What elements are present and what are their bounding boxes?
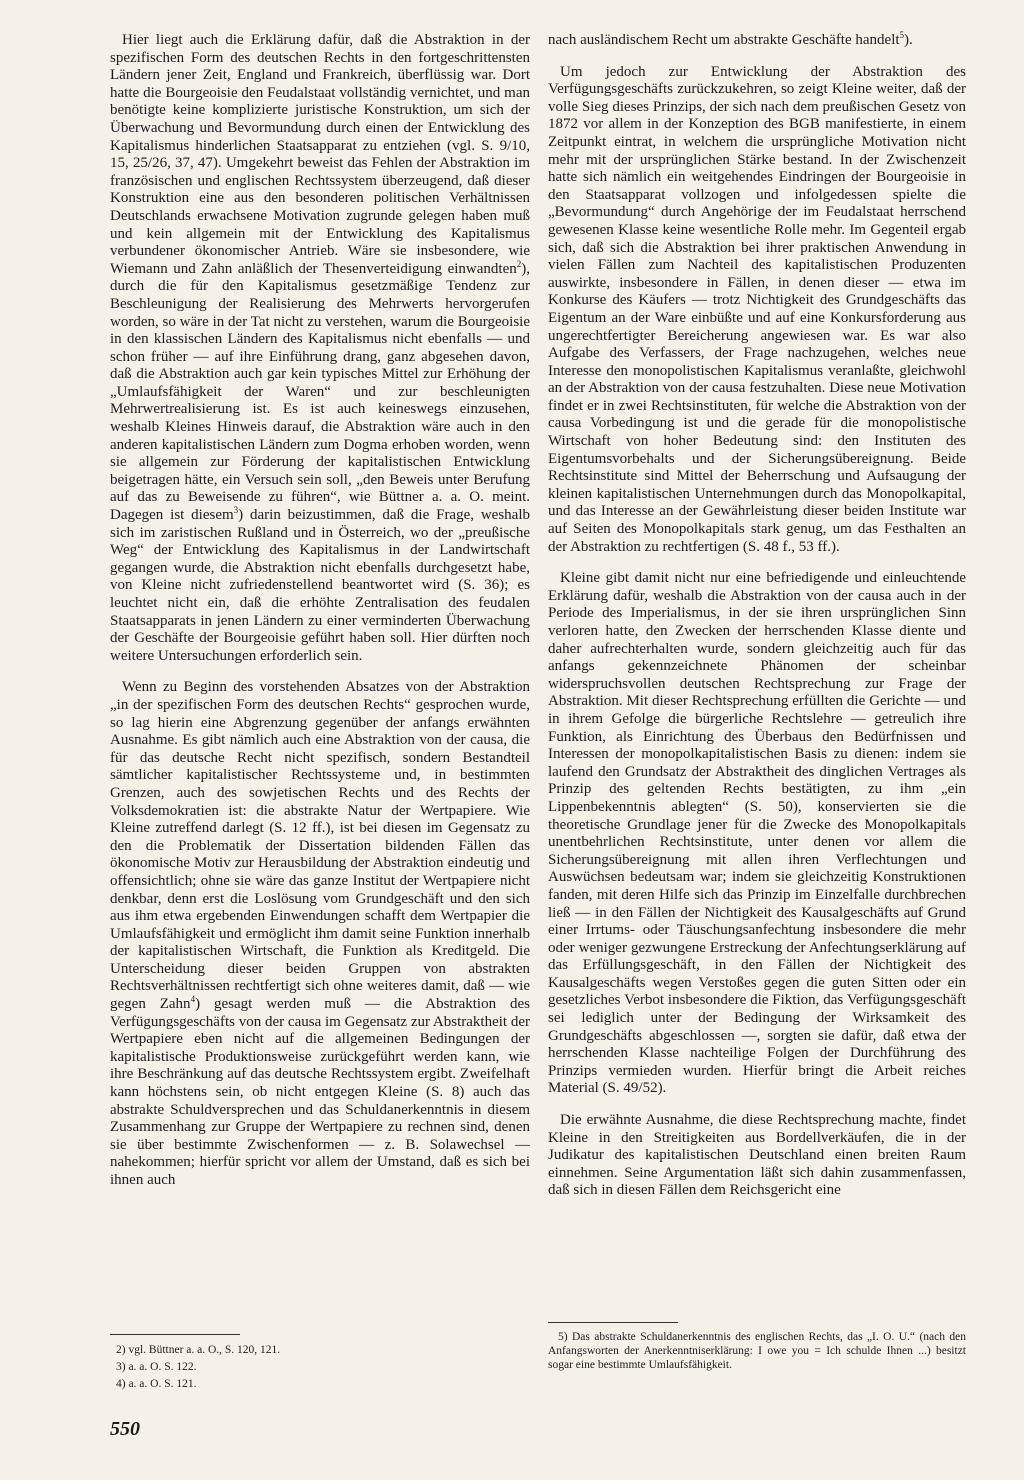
text-run: ) darin beizustimmen, daß die Frage, weshalb sich im zaristischen Rußland und in Österreich, wo der „preußische Weg“ der Entwicklung des Kapitalismus in der Landwirtschaft gegangen wurde, die Abstraktion nicht ebenfalls durchgesetzt habe, von Kleine nicht zufriedenstellend beantwortet wird (S. 36); es leuchtet nicht ein, daß die erhöhte Zentralisation des feudalen Staatsapparats in jenen Ländern zu einer verminderten Überwachung der Geschäfte der Bourgeoisie geführt haben soll. Hier dürften noch weitere Untersuchungen erforderlich sein.: [110, 507, 530, 664]
footnote-divider: [548, 1322, 678, 1323]
footnote: 4) a. a. O. S. 121.: [116, 1378, 197, 1390]
paragraph: [110, 32, 530, 665]
footnote-marker: 3: [233, 505, 239, 516]
text-run: nach ausländischem Recht um abstrakte Geschäfte handelt: [548, 32, 900, 48]
footnotes-left: [110, 1342, 370, 1393]
footnote: 3) a. a. O. S. 122.: [116, 1361, 197, 1373]
footnote-marker: 2: [516, 258, 522, 269]
text-run: ) gesagt werden muß — die Abstraktion des Verfügungsgeschäfts von der causa im Gegensatz zur Abstraktheit der Wertpapiere eben nicht auf die allgemeinen Bedingungen der kapitalistische Produktionsweise zurückgeführt werden kann, wie ihre Beschränkung auf das deutsche Rechtssystem ergibt. Zweifelhaft kann höchstens sein, ob nicht entgegen Kleine (S. 8) auch das abstrakte Schuldversprechen und das Schuldanerkenntnis in diesem Zusammenhang zur Gruppe der Wertpapiere zu rechnen sind, denen sie über bestimmte Zwischenformen — z. B. Solawechsel — nahekommen; hierfür spricht vor allem der Umstand, daß es sich bei ihnen auch: [110, 996, 530, 1188]
paragraph: Kleine gibt damit nicht nur eine befriedigende und einleuchtende Erklärung dafür, weshalb die Abstraktion von der causa auch in der Periode des Imperialismus, in der sie ihren ursprünglichen Sinn verloren hatte, den Zwecken der herrschenden Klasse diente und daher aufrechterhalten wurde, sondern gleichzeitig auch für das anfangs gekennzeichnete Phänomen der scheinbar widerspruchsvollen deutschen Rechtsprechung zur Frage der Abstraktion. Mit dieser Rechtsprechung erfüllten die Gerichte — und in ihrem Gefolge die bürgerliche Rechtslehre — getreulich ihre Funktion, als Einrichtung des Überbaus den Bedürfnissen und Interessen der monopolkapitalistischen Basis zu dienen: indem sie laufend den Grundsatz der Abstraktheit des dinglichen Vertrages als Prinzip des geltenden Rechts bestätigten, zu ihm „ein Lippenbekenntnis ablegten“ (S. 50), konservierten sie die theoretische Grundlage jener für die Zwecke des Monopolkapitals unentbehrlichen Rechtsinstitute, unter denen vor allem die Sicherungsübereignung mit allen ihren Verflechtungen und Auswüchsen bedeutsam war; indem sie gleichzeitig Konstruktionen fanden, mit deren Hilfe sich das Prinzip im Einzelfalle durchbrechen ließ — in den Fällen der Nichtigkeit des Kausalgeschäfts auf Grund einer Irrtums- oder Täuschungsanfechtung insbesondere die mehr oder weniger gezwungene Erstreckung der Anfechtungserklärung auf das Erfüllungsgeschäft, in den Fällen der Nichtigkeit des Kausalgeschäfts wegen Verstoßes gegen die guten Sitten oder ein gesetzliches Verbot insbesondere die Fiktion, das Verfügungsgeschäft sei lediglich unter der Bedingung der Wirksamkeit des Grundgeschäfts abgeschlossen —, sorgten sie dafür, daß etwa der herrschenden Klasse nachteilige Folgen der Durchführung des Prinzips vermieden wurden. Hierfür bringt die Arbeit reiches Material (S. 49/52).: [548, 570, 966, 1097]
text-run: Hier liegt auch die Erklärung dafür, daß die Abstraktion in der spezifischen Form des deutschen Rechts in den fortgeschrittensten Ländern jener Zeit, England und Frankreich, überflüssig war. Dort hatte die Bourgeoisie den Feudalstaat vollständig vernichtet, und man benötigte keine komplizierte juristische Konstruktion, um sich der Überwachung und Bevormundung durch einen der Entwicklung des Kapitalismus hinderlichen Staatsapparat zu entziehen (vgl. S. 9/10, 15, 25/26, 37, 47). Umgekehrt beweist das Fehlen der Abstraktion im französischen und englischen Rechtssystem überzeugend, daß dieser Konstruktion eine aus den besonderen politischen Verhältnissen Deutschlands erwachsene Motivation zugrunde gelegen haben muß und kein allgemein mit der Entwicklung des Kapitalismus verbundener ökonomischer Antrieb. Wäre sie insbesondere, wie Wiemann und Zahn anläßlich der Thesenverteidigung einwandten: [110, 32, 530, 277]
paragraph: [110, 679, 530, 1189]
paragraph: [548, 32, 966, 50]
paragraph: Die erwähnte Ausnahme, die diese Rechtsprechung machte, findet Kleine in den Streitigkeiten aus Bordellverkäufen, die in der Judikatur des kapitalistischen Deutschland einen breiten Raum einnehmen. Seine Argumentation läßt sich dahin zusammenfassen, daß sich in diesen Fällen dem Reichsgericht eine: [548, 1112, 966, 1199]
footnote: 5) Das abstrakte Schuldanerkenntnis des englischen Rechts, das „I. O. U.“ (nach den Anfangsworten der Anerkenntniserklärung: I owe you = Ich schulde Ihnen ...) besitzt sogar eine bestimmte Umlaufsfähigkeit.: [548, 1331, 966, 1371]
right-column: [548, 32, 966, 1200]
footnote-marker: 5: [899, 30, 905, 40]
left-column: [110, 32, 530, 1190]
footnote: 2) vgl. Büttner a. a. O., S. 120, 121.: [116, 1344, 281, 1356]
footnote-marker: 4: [190, 994, 196, 1005]
paragraph: Um jedoch zur Entwicklung der Abstraktion des Verfügungsgeschäfts zurückzukehren, so zeigt Kleine weiter, daß der volle Sieg dieses Prinzips, der sich nach dem preußischen Gesetz von 1872 vor allem in der Konzeption des BGB manifestierte, in einem Zeitpunkt eintrat, in welchem die ursprüngliche Motivation nicht mehr mit der ursprünglichen Stärke bestand. In der Zwischenzeit hatte sich nämlich ein weitgehendes Eindringen der Bourgeoisie in den Staatsapparat vollzogen und infolgedessen spielte die „Bevormundung“ durch Angehörige der im Feudalstaat herrschend gewesenen Klasse keine wesentliche Rolle mehr. Im Gegenteil ergab sich, daß sich die Abstraktion bei ihrer praktischen Anwendung in vielen Fällen zum Nachteil des kapitalistischen Produzenten auswirkte, insbesondere in Fällen, in denen dieser — etwa im Konkurse des Käufers — trotz Nichtigkeit des Grundgeschäfts das Eigentum an der Ware einbüßte und auf eine Konkursforderung aus ungerechtfertigter Bereicherung angewiesen war. Es war also Aufgabe des Verfassers, der Frage nachzugehen, welches neue Interesse den monopolistischen Kapitalismus veranlaßte, gleichwohl an der Abstraktion von der causa festzuhalten. Diese neue Motivation findet er in zwei Rechtsinstituten, für welche die Abstraktion von der causa Vorbedingung ist und die gerade für die monopolistische Wirtschaft von hoher Bedeutung sind: den Instituten des Eigentumsvorbehalts und der Sicherungsübereignung. Beide Rechtsinstitute sind Mittel der Beherrschung und Aufsaugung der kleinen kapitalistischen Unternehmungen durch das Monopolkapital, und das Interesse an der Gewährleistung dieser beiden Institute war auf Seiten des Monopolkapitals stark genug, um das Festhalten an der Abstraktion zu rechtfertigen (S. 48 f., 53 ff.).: [548, 63, 966, 555]
footnote-divider: [110, 1334, 240, 1335]
page-number: 550: [110, 1418, 140, 1440]
footnotes-right: [548, 1330, 966, 1372]
text-run: ).: [904, 32, 913, 48]
text-run: ), durch die für den Kapitalismus gesetzmäßige Tendenz zur Beschleunigung der Realisierung des Mehrwerts hervorgerufen worden, so wäre in der Tat nicht zu verstehen, warum die Bourgeoisie in den klassischen Ländern des Kapitalismus nicht ebenfalls — und schon früher — auf ihre Einführung drang, ganz abgesehen davon, daß die Abstraktion auch gar kein typisches Mittel zur Erhöhung der „Umlaufsfähigkeit der Waren“ und zur beschleunigten Mehrwertrealisierung ist. Es ist auch keineswegs einzusehen, weshalb Kleines Hinweis darauf, die Abstraktion wäre auch in den anderen kapitalistischen Ländern zum Dogma erhoben worden, wenn sie allgemein zur Förderung der kapitalistischen Entwicklung beigetragen hätte, ein Versuch sein soll, „den Beweis unter Berufung auf das zu Beweisende zu führen“, wie Büttner a. a. O. meint. Dagegen ist diesem: [110, 260, 530, 524]
text-run: Wenn zu Beginn des vorstehenden Absatzes von der Abstraktion „in der spezifischen Form des deutschen Rechts“ gesprochen wurde, so lag hierin eine Abgrenzung gegenüber der anfangs erwähnten Ausnahme. Es gibt nämlich auch eine Abstraktion von der causa, die für das deutsche Recht nicht spezifisch, sondern Bestandteil sämtlicher kapitalistischer Rechtssysteme und, in bestimmten Grenzen, auch des sowjetischen Rechts und des Rechts der Volksdemokratien ist: die abstrakte Natur der Wertpapiere. Wie Kleine zutreffend darlegt (S. 12 ff.), ist bei diesen im Gegensatz zu den die Problematik der Dissertation bildenden Fällen das ökonomische Motiv zur Herausbildung der Abstraktion eindeutig und offensichtlich; ohne sie wäre das ganze Institut der Wertpapiere nicht denkbar, denn erst die Loslösung vom Grundgeschäft und den sich aus ihm etwa ergebenden Einwendungen schafft dem Wertpapier die Umlaufsfähigkeit und ermöglicht ihm damit seine Funktion innerhalb der kapitalistischen Wirtschaft, die Funktion als Kreditgeld. Die Unterscheidung dieser beiden Gruppen von abstrakten Rechtsverhältnissen rechtfertigt sich ohne weiteres damit, daß — wie gegen Zahn: [110, 679, 530, 1013]
